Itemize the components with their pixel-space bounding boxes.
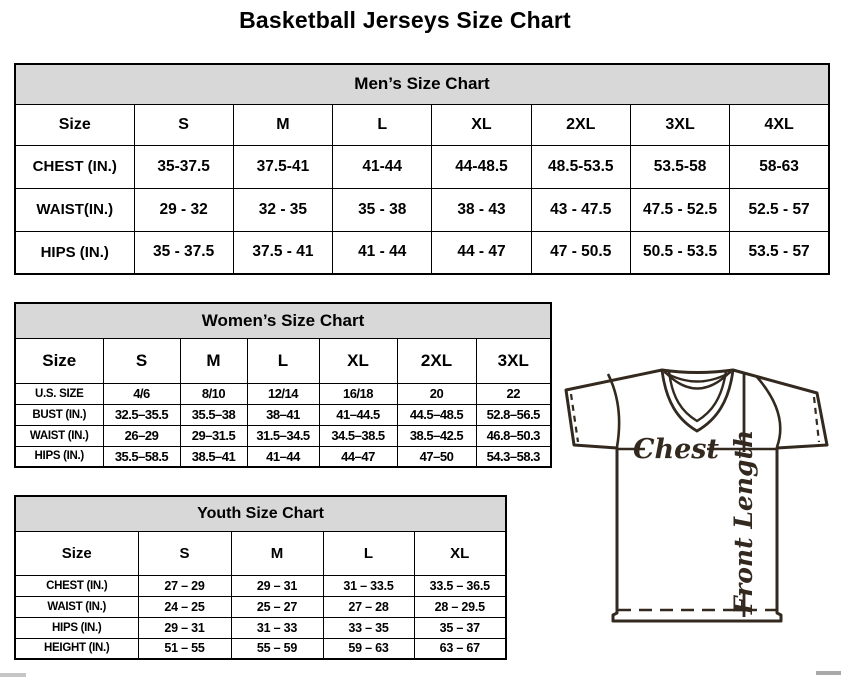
table-cell: 4/6: [103, 383, 180, 404]
table-row: [15, 231, 829, 274]
column-header: 3XL: [630, 104, 729, 145]
table-cell: 27 – 28: [323, 596, 414, 617]
page-title: Basketball Jerseys Size Chart: [239, 7, 571, 33]
table-cell: 26–29: [103, 425, 180, 446]
column-header: S: [138, 531, 231, 575]
table-title-band: Youth Size Chart: [15, 496, 506, 531]
table-cell: 53.5-58: [630, 145, 729, 188]
column-header: S: [103, 338, 180, 383]
table-cell: 37.5-41: [233, 145, 332, 188]
mens-size-table: [14, 63, 830, 275]
table-row: [15, 446, 551, 467]
table-cell: 38 - 43: [432, 188, 531, 231]
table-cell: 28 – 29.5: [414, 596, 506, 617]
table-cell: 34.5–38.5: [319, 425, 397, 446]
column-header: 4XL: [730, 104, 829, 145]
front-length-label: Front Length: [729, 429, 758, 615]
table-cell: 35.5–58.5: [103, 446, 180, 467]
column-header: 3XL: [476, 338, 551, 383]
table-cell: 29 – 31: [231, 575, 323, 596]
table-cell: 51 – 55: [138, 638, 231, 659]
table-cell: 43 - 47.5: [531, 188, 630, 231]
youth-size-table: [14, 495, 507, 660]
table-cell: 38.5–42.5: [397, 425, 476, 446]
table-cell: 25 – 27: [231, 596, 323, 617]
table-cell: 29 - 32: [134, 188, 233, 231]
table-row: [15, 145, 829, 188]
column-header: XL: [432, 104, 531, 145]
table-cell: 54.3–58.3: [476, 446, 551, 467]
table-cell: 59 – 63: [323, 638, 414, 659]
row-label: CHEST (IN.): [15, 575, 138, 596]
table-cell: 35-37.5: [134, 145, 233, 188]
table-row: [15, 404, 551, 425]
table-cell: 46.8–50.3: [476, 425, 551, 446]
table-cell: 47 - 50.5: [531, 231, 630, 274]
column-header: 2XL: [531, 104, 630, 145]
horizontal-scrollbar-fragment-left[interactable]: [0, 673, 26, 677]
table-row: [15, 596, 506, 617]
table-cell: 47–50: [397, 446, 476, 467]
row-label: WAIST(IN.): [15, 188, 134, 231]
table-cell: 27 – 29: [138, 575, 231, 596]
table-cell: 50.5 - 53.5: [630, 231, 729, 274]
table-cell: 58-63: [730, 145, 829, 188]
table-cell: 31 – 33: [231, 617, 323, 638]
table-cell: 33 – 35: [323, 617, 414, 638]
table-cell: 33.5 – 36.5: [414, 575, 506, 596]
table-cell: 37.5 - 41: [233, 231, 332, 274]
table-title-band: Women’s Size Chart: [15, 303, 551, 338]
table-cell: 55 – 59: [231, 638, 323, 659]
column-header: L: [333, 104, 432, 145]
table-cell: 35.5–38: [180, 404, 247, 425]
jersey-outline-shape: [566, 370, 827, 621]
table-cell: 31 – 33.5: [323, 575, 414, 596]
table-cell: 31.5–34.5: [247, 425, 319, 446]
table-cell: 63 – 67: [414, 638, 506, 659]
row-label: HEIGHT (IN.): [15, 638, 138, 659]
column-header: M: [233, 104, 332, 145]
column-header: M: [231, 531, 323, 575]
table-cell: 44-48.5: [432, 145, 531, 188]
table-cell: 44.5–48.5: [397, 404, 476, 425]
table-cell: 52.5 - 57: [730, 188, 829, 231]
table-cell: 52.8–56.5: [476, 404, 551, 425]
row-label: HIPS (IN.): [15, 446, 103, 467]
column-header: L: [247, 338, 319, 383]
table-cell: 41 - 44: [333, 231, 432, 274]
column-header: L: [323, 531, 414, 575]
column-header: M: [180, 338, 247, 383]
table-cell: 44 - 47: [432, 231, 531, 274]
table-cell: 12/14: [247, 383, 319, 404]
row-label: U.S. SIZE: [15, 383, 103, 404]
table-cell: 24 – 25: [138, 596, 231, 617]
table-row: [15, 617, 506, 638]
table-cell: 53.5 - 57: [730, 231, 829, 274]
table-cell: 29–31.5: [180, 425, 247, 446]
jersey-measurement-diagram: [555, 350, 843, 640]
column-header: Size: [15, 531, 138, 575]
table-cell: 20: [397, 383, 476, 404]
horizontal-scrollbar-fragment-right[interactable]: [816, 671, 841, 675]
table-cell: 41–44: [247, 446, 319, 467]
table-cell: 35 - 37.5: [134, 231, 233, 274]
table-cell: 47.5 - 52.5: [630, 188, 729, 231]
row-label: WAIST (IN.): [15, 596, 138, 617]
table-row: [15, 383, 551, 404]
table-cell: 44–47: [319, 446, 397, 467]
chest-label: Chest: [633, 434, 719, 465]
table-cell: 38–41: [247, 404, 319, 425]
table-cell: 29 – 31: [138, 617, 231, 638]
table-row: [15, 188, 829, 231]
table-cell: 38.5–41: [180, 446, 247, 467]
column-header: S: [134, 104, 233, 145]
column-header: Size: [15, 338, 103, 383]
row-label: WAIST (IN.): [15, 425, 103, 446]
row-label: CHEST (IN.): [15, 145, 134, 188]
row-label: HIPS (IN.): [15, 231, 134, 274]
table-cell: 8/10: [180, 383, 247, 404]
table-cell: 48.5-53.5: [531, 145, 630, 188]
table-cell: 32 - 35: [233, 188, 332, 231]
column-header: 2XL: [397, 338, 476, 383]
column-header: XL: [414, 531, 506, 575]
table-cell: 35 - 38: [333, 188, 432, 231]
table-cell: 41–44.5: [319, 404, 397, 425]
column-header: XL: [319, 338, 397, 383]
table-cell: 35 – 37: [414, 617, 506, 638]
table-cell: 22: [476, 383, 551, 404]
column-header: Size: [15, 104, 134, 145]
table-title-band: Men’s Size Chart: [15, 64, 829, 104]
row-label: BUST (IN.): [15, 404, 103, 425]
table-cell: 32.5–35.5: [103, 404, 180, 425]
table-row: [15, 575, 506, 596]
table-row: [15, 425, 551, 446]
table-row: [15, 638, 506, 659]
row-label: HIPS (IN.): [15, 617, 138, 638]
table-cell: 41-44: [333, 145, 432, 188]
womens-size-table: [14, 302, 552, 468]
table-cell: 16/18: [319, 383, 397, 404]
